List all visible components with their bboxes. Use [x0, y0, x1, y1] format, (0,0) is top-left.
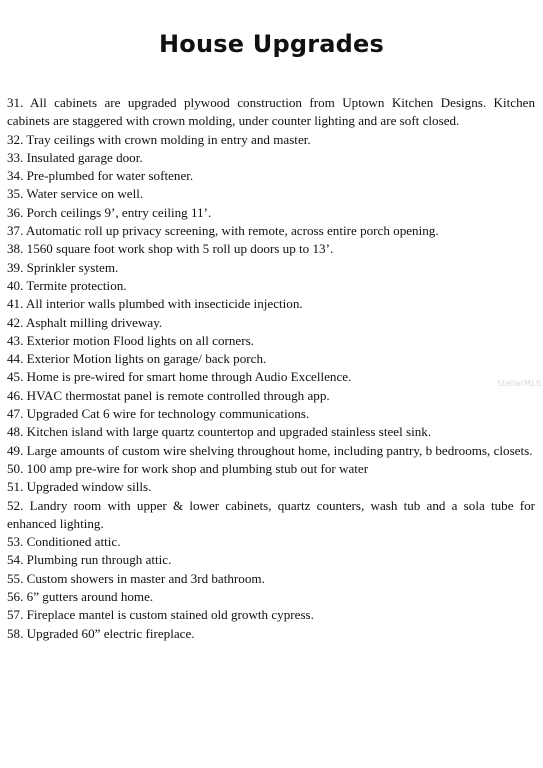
list-item: 42. Asphalt milling driveway. — [7, 314, 163, 330]
list-item: 33. Insulated garage door. — [7, 149, 143, 165]
list-item: 41. All interior walls plumbed with insecticide injection. — [7, 296, 303, 312]
list-item: 44. Exterior Motion lights on garage/ back porch. — [7, 351, 267, 367]
list-item: 57. Fireplace mantel is custom stained old growth cypress. — [7, 607, 314, 623]
list-item: 40. Termite protection. — [7, 277, 127, 293]
list-item: 31. All cabinets are upgraded plywood construction from Uptown Kitchen Designs. Kitchen cabinets are staggered with crown molding, under counter lighting and are soft closed. — [7, 95, 535, 129]
list-item: 32. Tray ceilings with crown molding in entry and master. — [7, 131, 311, 147]
list-item: 53. Conditioned attic. — [7, 534, 121, 550]
list-item: 55. Custom showers in master and 3rd bathroom. — [7, 570, 265, 586]
list-item: 35. Water service on well. — [7, 186, 144, 202]
watermark: StellarMLS — [497, 379, 542, 388]
list-item: 49. Large amounts of custom wire shelving throughout home, including pantry, b bedrooms, closets. — [7, 442, 533, 458]
upgrades-list — [7, 94, 535, 643]
list-item: 36. Porch ceilings 9’, entry ceiling 11’. — [7, 204, 212, 220]
list-item: 39. Sprinkler system. — [7, 259, 119, 275]
list-item: 38. 1560 square foot work shop with 5 roll up doors up to 13’. — [7, 241, 334, 257]
list-item: 52. Landry room with upper & lower cabinets, quartz counters, wash tub and a sola tube for enhanced lighting. — [7, 497, 535, 531]
list-item: 58. Upgraded 60” electric fireplace. — [7, 625, 195, 641]
list-item: 56. 6” gutters around home. — [7, 589, 154, 605]
list-item: 47. Upgraded Cat 6 wire for technology communications. — [7, 406, 310, 422]
list-item: 37. Automatic roll up privacy screening, with remote, across entire porch opening. — [7, 223, 439, 239]
list-item: 43. Exterior motion Flood lights on all corners. — [7, 332, 254, 348]
list-item: 54. Plumbing run through attic. — [7, 552, 172, 568]
list-item: 48. Kitchen island with large quartz countertop and upgraded stainless steel sink. — [7, 424, 432, 440]
list-item: 34. Pre-plumbed for water softener. — [7, 168, 194, 184]
list-item: 50. 100 amp pre-wire for work shop and plumbing stub out for water — [7, 460, 369, 476]
document-title: House Upgrades — [159, 30, 384, 58]
list-item: 51. Upgraded window sills. — [7, 479, 152, 495]
list-item: 45. Home is pre-wired for smart home through Audio Excellence. — [7, 369, 352, 385]
list-item: 46. HVAC thermostat panel is remote controlled through app. — [7, 387, 330, 403]
